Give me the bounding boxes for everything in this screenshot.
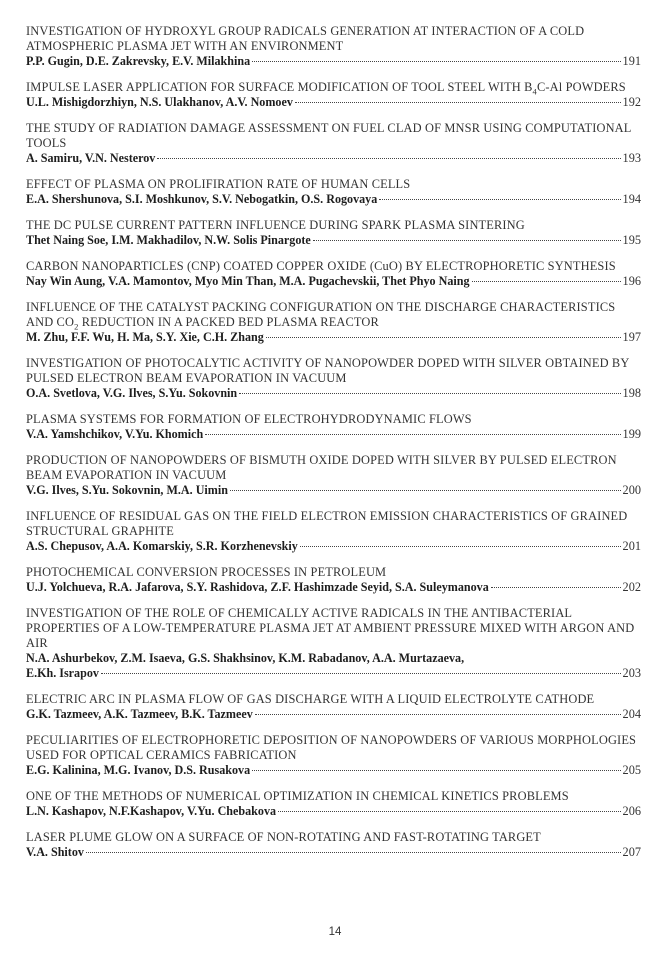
entry-title: CARBON NANOPARTICLES (CNP) COATED COPPER OXIDE (CuO) BY ELECTROPHORETIC SYNTHESIS	[26, 259, 616, 273]
entry-authors: V.G. Ilves, S.Yu. Sokovnin, M.A. Uimin	[26, 483, 228, 497]
toc-entry	[26, 24, 641, 69]
entry-title: THE STUDY OF RADIATION DAMAGE ASSESSMENT ON FUEL CLAD OF MNSR USING COMPUTATIONAL TOOLS	[26, 121, 632, 150]
entry-page-number: 205	[622, 763, 641, 777]
toc-entry	[26, 177, 641, 207]
toc-entry	[26, 218, 641, 248]
entry-title: INVESTIGATION OF THE ROLE OF CHEMICALLY ACTIVE RADICALS IN THE ANTIBACTERIAL PROPERTIES OF A LOW-TEMPERATURE PLASMA JET AT AMBIENT PRESSURE MIXED WITH ARGON AND AIR	[26, 606, 635, 650]
entry-page-number: 206	[622, 804, 641, 818]
toc-entry	[26, 259, 641, 289]
entry-authors-row	[26, 274, 641, 289]
entry-authors-row	[26, 386, 641, 401]
entry-authors-line: N.A. Ashurbekov, Z.M. Isaeva, G.S. Shakhsinov, K.M. Rabadanov, A.A. Murtazaeva,	[26, 651, 465, 665]
entry-authors-row	[26, 539, 641, 554]
entry-authors: E.A. Shershunova, S.I. Moshkunov, S.V. Nebogatkin, O.S. Rogovaya	[26, 192, 378, 206]
entry-authors: E.Kh. Israpov	[26, 666, 99, 680]
entry-page-number: 192	[622, 95, 641, 109]
entry-authors: U.J. Yolchueva, R.A. Jafarova, S.Y. Rashidova, Z.F. Hashimzade Seyid, S.A. Suleymanova	[26, 580, 489, 594]
dot-leader	[266, 337, 621, 338]
toc-entry	[26, 565, 641, 595]
entry-page-number: 198	[622, 386, 641, 400]
dot-leader	[313, 240, 621, 241]
entry-title-subscript: 4	[532, 86, 537, 97]
toc-entry	[26, 356, 641, 401]
entry-authors-row	[26, 707, 641, 722]
entry-page-number: 191	[622, 54, 641, 68]
entry-page-number: 202	[622, 580, 641, 594]
toc-entry	[26, 692, 641, 722]
entry-authors-row	[26, 192, 641, 207]
entry-title	[26, 300, 641, 330]
dot-leader	[255, 714, 621, 715]
entry-authors: Thet Naing Soe, I.M. Makhadilov, N.W. Solis Pinargote	[26, 233, 311, 247]
entry-title: PRODUCTION OF NANOPOWDERS OF BISMUTH OXIDE DOPED WITH SILVER BY PULSED ELECTRON BEAM EVAPORATION IN VACUUM	[26, 453, 617, 482]
entry-title: INVESTIGATION OF HYDROXYL GROUP RADICALS GENERATION AT INTERACTION OF A COLD ATMOSPHERIC PLASMA JET WITH AN ENVIRONMENT	[26, 24, 585, 53]
entry-page-number: 204	[622, 707, 641, 721]
toc-entry	[26, 830, 641, 860]
toc-entry	[26, 80, 641, 110]
toc-entry	[26, 606, 641, 681]
dot-leader	[157, 158, 620, 159]
entry-title-part: IMPULSE LASER APPLICATION FOR SURFACE MODIFICATION OF TOOL STEEL WITH B	[26, 80, 533, 94]
entry-authors-row	[26, 233, 641, 248]
toc-entry	[26, 733, 641, 778]
entry-page-number: 194	[622, 192, 641, 206]
dot-leader	[491, 587, 621, 588]
toc-entry	[26, 789, 641, 819]
toc-entry	[26, 300, 641, 345]
dot-leader	[239, 393, 620, 394]
dot-leader	[230, 490, 621, 491]
toc-entry	[26, 121, 641, 166]
entry-title: PECULIARITIES OF ELECTROPHORETIC DEPOSITION OF NANOPOWDERS OF VARIOUS MORPHOLOGIES USED FOR OPTICAL CERAMICS FABRICATION	[26, 733, 637, 762]
entry-authors-row	[26, 804, 641, 819]
entry-authors: M. Zhu, F.F. Wu, H. Ma, S.Y. Xie, C.H. Zhang	[26, 330, 264, 344]
entry-page-number: 196	[622, 274, 641, 288]
entry-authors-row	[26, 427, 641, 442]
entry-title: EFFECT OF PLASMA ON PROLIFIRATION RATE OF HUMAN CELLS	[26, 177, 411, 191]
entry-page-number: 201	[622, 539, 641, 553]
dot-leader	[295, 102, 621, 103]
toc-entry	[26, 509, 641, 554]
entry-authors-row	[26, 151, 641, 166]
entry-authors-row	[26, 95, 641, 110]
entry-authors: Nay Win Aung, V.A. Mamontov, Myo Min Than, M.A. Pugachevskii, Thet Phyo Naing	[26, 274, 470, 288]
page-number: 14	[328, 926, 342, 938]
dot-leader	[300, 546, 621, 547]
entry-authors: V.A. Yamshchikov, V.Yu. Khomich	[26, 427, 204, 441]
entry-authors-row	[26, 845, 641, 860]
entry-authors-row	[26, 666, 641, 681]
entry-title: INVESTIGATION OF PHOTOCALYTIC ACTIVITY OF NANOPOWDER DOPED WITH SILVER OBTAINED BY PULSED ELECTRON BEAM EVAPORATION IN VACUUM	[26, 356, 629, 385]
entry-title: PHOTOCHEMICAL CONVERSION PROCESSES IN PETROLEUM	[26, 565, 387, 579]
toc-entry	[26, 412, 641, 442]
entry-title-part: INFLUENCE OF THE CATALYST PACKING CONFIGURATION ON THE DISCHARGE CHARACTERISTICS AND CO	[26, 300, 616, 329]
dot-leader	[379, 199, 620, 200]
entry-authors-row	[26, 54, 641, 69]
entry-authors: G.K. Tazmeev, A.K. Tazmeev, B.K. Tazmeev	[26, 707, 253, 721]
entry-authors: P.P. Gugin, D.E. Zakrevsky, E.V. Milakhina	[26, 54, 251, 68]
entry-title-subscript: 2	[74, 321, 79, 332]
entry-authors-row	[26, 763, 641, 778]
entry-title: INFLUENCE OF RESIDUAL GAS ON THE FIELD ELECTRON EMISSION CHARACTERISTICS OF GRAINED STRUCTURAL GRAPHITE	[26, 509, 628, 538]
entry-title: ELECTRIC ARC IN PLASMA FLOW OF GAS DISCHARGE WITH A LIQUID ELECTROLYTE CATHODE	[26, 692, 595, 706]
entry-title: THE DC PULSE CURRENT PATTERN INFLUENCE DURING SPARK PLASMA SINTERING	[26, 218, 525, 232]
entry-page-number: 207	[622, 845, 641, 859]
entry-title-part: REDUCTION IN A PACKED BED PLASMA REACTOR	[78, 315, 379, 329]
entry-title: PLASMA SYSTEMS FOR FORMATION OF ELECTROHYDRODYNAMIC FLOWS	[26, 412, 472, 426]
entry-page-number: 195	[622, 233, 641, 247]
dot-leader	[252, 61, 620, 62]
entry-authors: O.A. Svetlova, V.G. Ilves, S.Yu. Sokovnin	[26, 386, 238, 400]
dot-leader	[278, 811, 621, 812]
entry-authors: A.S. Chepusov, A.A. Komarskiy, S.R. Korzhenevskiy	[26, 539, 298, 553]
entry-page-number: 203	[622, 666, 641, 680]
entry-page-number: 197	[622, 330, 641, 344]
entry-title-part: C-Al POWDERS	[536, 80, 626, 94]
toc-entry	[26, 453, 641, 498]
entry-authors-row	[26, 330, 641, 345]
dot-leader	[101, 673, 621, 674]
entry-title: LASER PLUME GLOW ON A SURFACE OF NON-ROTATING AND FAST-ROTATING TARGET	[26, 830, 541, 844]
entry-page-number: 200	[622, 483, 641, 497]
entry-authors: L.N. Kashapov, N.F.Kashapov, V.Yu. Chebakova	[26, 804, 277, 818]
entry-page-number: 193	[622, 151, 641, 165]
entry-authors: E.G. Kalinina, M.G. Ivanov, D.S. Rusakova	[26, 763, 251, 777]
entry-title	[26, 80, 641, 95]
entry-authors-row	[26, 580, 641, 595]
entry-page-number: 199	[622, 427, 641, 441]
dot-leader	[205, 434, 620, 435]
dot-leader	[86, 852, 621, 853]
entry-authors: U.L. Mishigdorzhiyn, N.S. Ulakhanov, A.V. Nomoev	[26, 95, 293, 109]
entry-authors-row	[26, 483, 641, 498]
entry-authors: A. Samiru, V.N. Nesterov	[26, 151, 156, 165]
dot-leader	[472, 281, 621, 282]
table-of-contents	[26, 24, 641, 871]
entry-title: ONE OF THE METHODS OF NUMERICAL OPTIMIZATION IN CHEMICAL KINETICS PROBLEMS	[26, 789, 569, 803]
dot-leader	[252, 770, 620, 771]
entry-authors: V.A. Shitov	[26, 845, 84, 859]
